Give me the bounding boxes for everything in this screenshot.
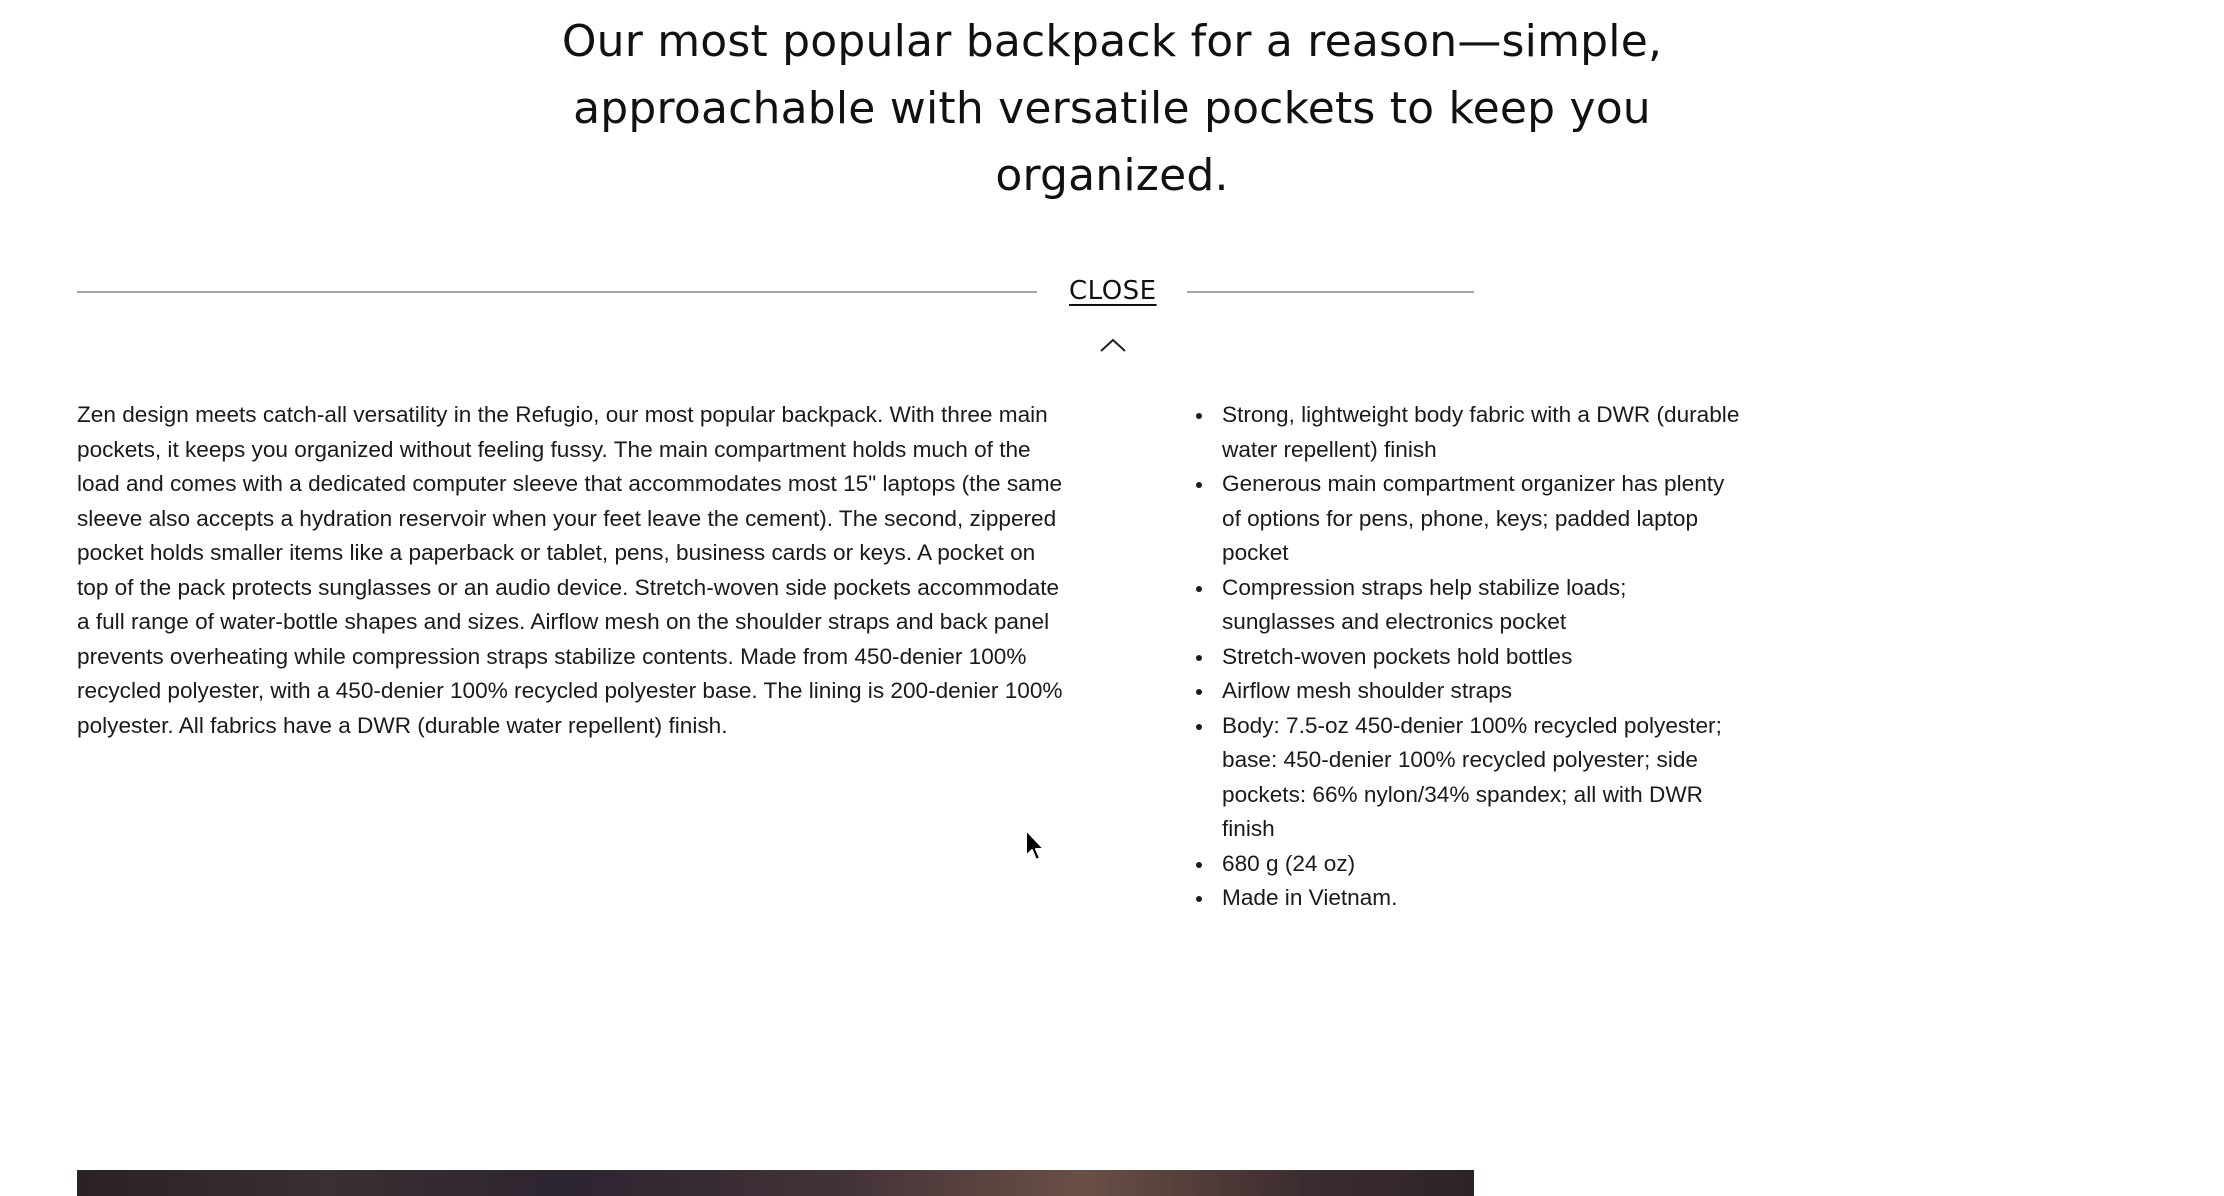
feature-item: Compression straps help stabilize loads; sunglasses and electronics pocket (1222, 571, 1742, 640)
feature-item: Strong, lightweight body fabric with a DWR (durable water repellent) finish (1222, 398, 1742, 467)
feature-item: Generous main compartment organizer has plenty of options for pens, phone, keys; padded laptop pocket (1222, 467, 1742, 571)
headline-line-3: organized. (995, 150, 1229, 201)
headline-line-2: approachable with versatile pockets to keep you (573, 83, 1651, 134)
details-divider (77, 272, 1474, 312)
headline-line-1: Our most popular backpack for a reason—simple, (561, 16, 1663, 67)
product-description: Zen design meets catch-all versatility in the Refugio, our most popular backpack. With three main pockets, it keeps you organized without feeling fussy. The main compartment holds much of the load and comes with a dedicated computer sleeve that accommodates most 15" laptops (the same sleeve also accepts a hydration reservoir when your feet leave the cement). The second, zippered pocket holds smaller items like a paperback or tablet, pens, business cards or keys. A pocket on top of the pack protects sunglasses or an audio device. Stretch-woven side pockets accommodate a full range of water-bottle shapes and sizes. Airflow mesh on the shoulder straps and back panel prevents overheating while compression straps stabilize contents. Made from 450-denier 100% recycled polyester, with a 450-denier 100% recycled polyester base. The lining is 200-denier 100% polyester. All fabrics have a DWR (durable water repellent) finish. (77, 402, 1063, 738)
product-image-strip (77, 1170, 1474, 1196)
feature-item: Made in Vietnam. (1222, 881, 1742, 916)
feature-item: 680 g (24 oz) (1222, 847, 1742, 882)
divider-rule-right (1187, 291, 1474, 293)
chevron-up-icon[interactable] (1099, 336, 1127, 354)
feature-item: Airflow mesh shoulder straps (1222, 674, 1742, 709)
feature-item: Stretch-woven pockets hold bottles (1222, 640, 1742, 675)
product-headline (0, 8, 2224, 209)
divider-rule-left (77, 291, 1037, 293)
feature-item: Body: 7.5-oz 450-denier 100% recycled polyester; base: 450-denier 100% recycled polyester; side pockets: 66% nylon/34% spandex; all with DWR finish (1222, 709, 1742, 847)
close-details-link[interactable]: CLOSE (1067, 272, 1159, 310)
mouse-cursor-icon (1024, 828, 1048, 864)
feature-list (1222, 398, 1742, 916)
